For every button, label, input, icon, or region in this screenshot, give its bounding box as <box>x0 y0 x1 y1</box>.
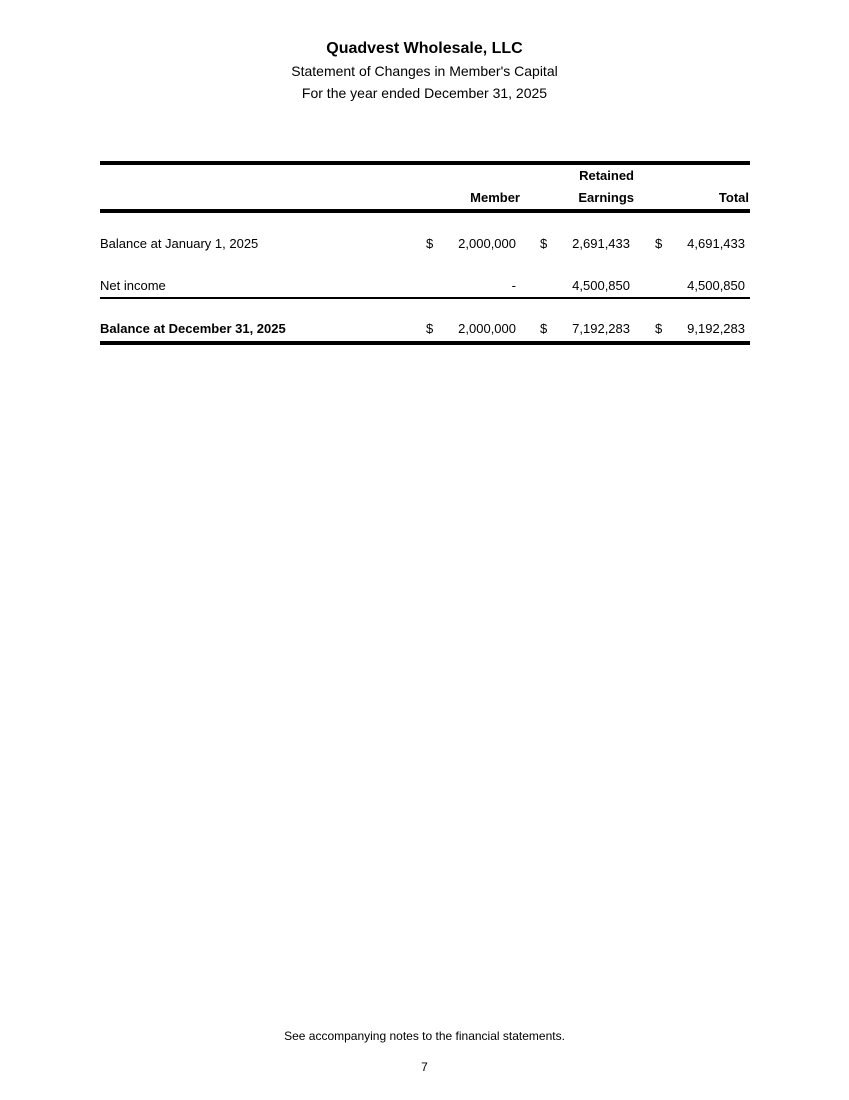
table-row <box>100 273 750 297</box>
dollar-sign: $ <box>655 236 663 251</box>
statement-header <box>0 38 849 104</box>
retained-amount: 2,691,433 <box>572 236 630 251</box>
page-number: 7 <box>421 1060 428 1074</box>
column-header-retained-line2: Earnings <box>578 190 634 205</box>
retained-amount: 7,192,283 <box>572 321 630 336</box>
member-amount: - <box>511 278 516 293</box>
member-amount: 2,000,000 <box>458 236 516 251</box>
footer-note: See accompanying notes to the financial statements. <box>284 1029 565 1043</box>
column-header-total: Total <box>718 190 749 205</box>
column-headers <box>100 165 750 209</box>
table-row <box>100 213 750 273</box>
dollar-sign: $ <box>540 236 548 251</box>
member-amount: 2,000,000 <box>458 321 516 336</box>
total-amount: 9,192,283 <box>687 321 745 336</box>
statement-title: Statement of Changes in Member's Capital <box>291 63 558 79</box>
column-header-retained-line1: Retained <box>579 168 634 183</box>
dollar-sign: $ <box>655 321 663 336</box>
row-label: Balance at January 1, 2025 <box>100 236 259 251</box>
dollar-sign: $ <box>426 321 434 336</box>
column-header-member: Member <box>470 190 520 205</box>
total-amount: 4,500,850 <box>687 278 745 293</box>
row-label: Net income <box>100 278 166 293</box>
company-name: Quadvest Wholesale, LLC <box>326 40 523 57</box>
dollar-sign: $ <box>426 236 434 251</box>
retained-amount: 4,500,850 <box>572 278 630 293</box>
total-amount: 4,691,433 <box>687 236 745 251</box>
bottom-rule <box>100 341 750 345</box>
table-row <box>100 299 750 341</box>
dollar-sign: $ <box>540 321 548 336</box>
row-label: Balance at December 31, 2025 <box>100 321 286 336</box>
capital-statement-table <box>100 161 750 345</box>
statement-period: For the year ended December 31, 2025 <box>301 85 548 101</box>
